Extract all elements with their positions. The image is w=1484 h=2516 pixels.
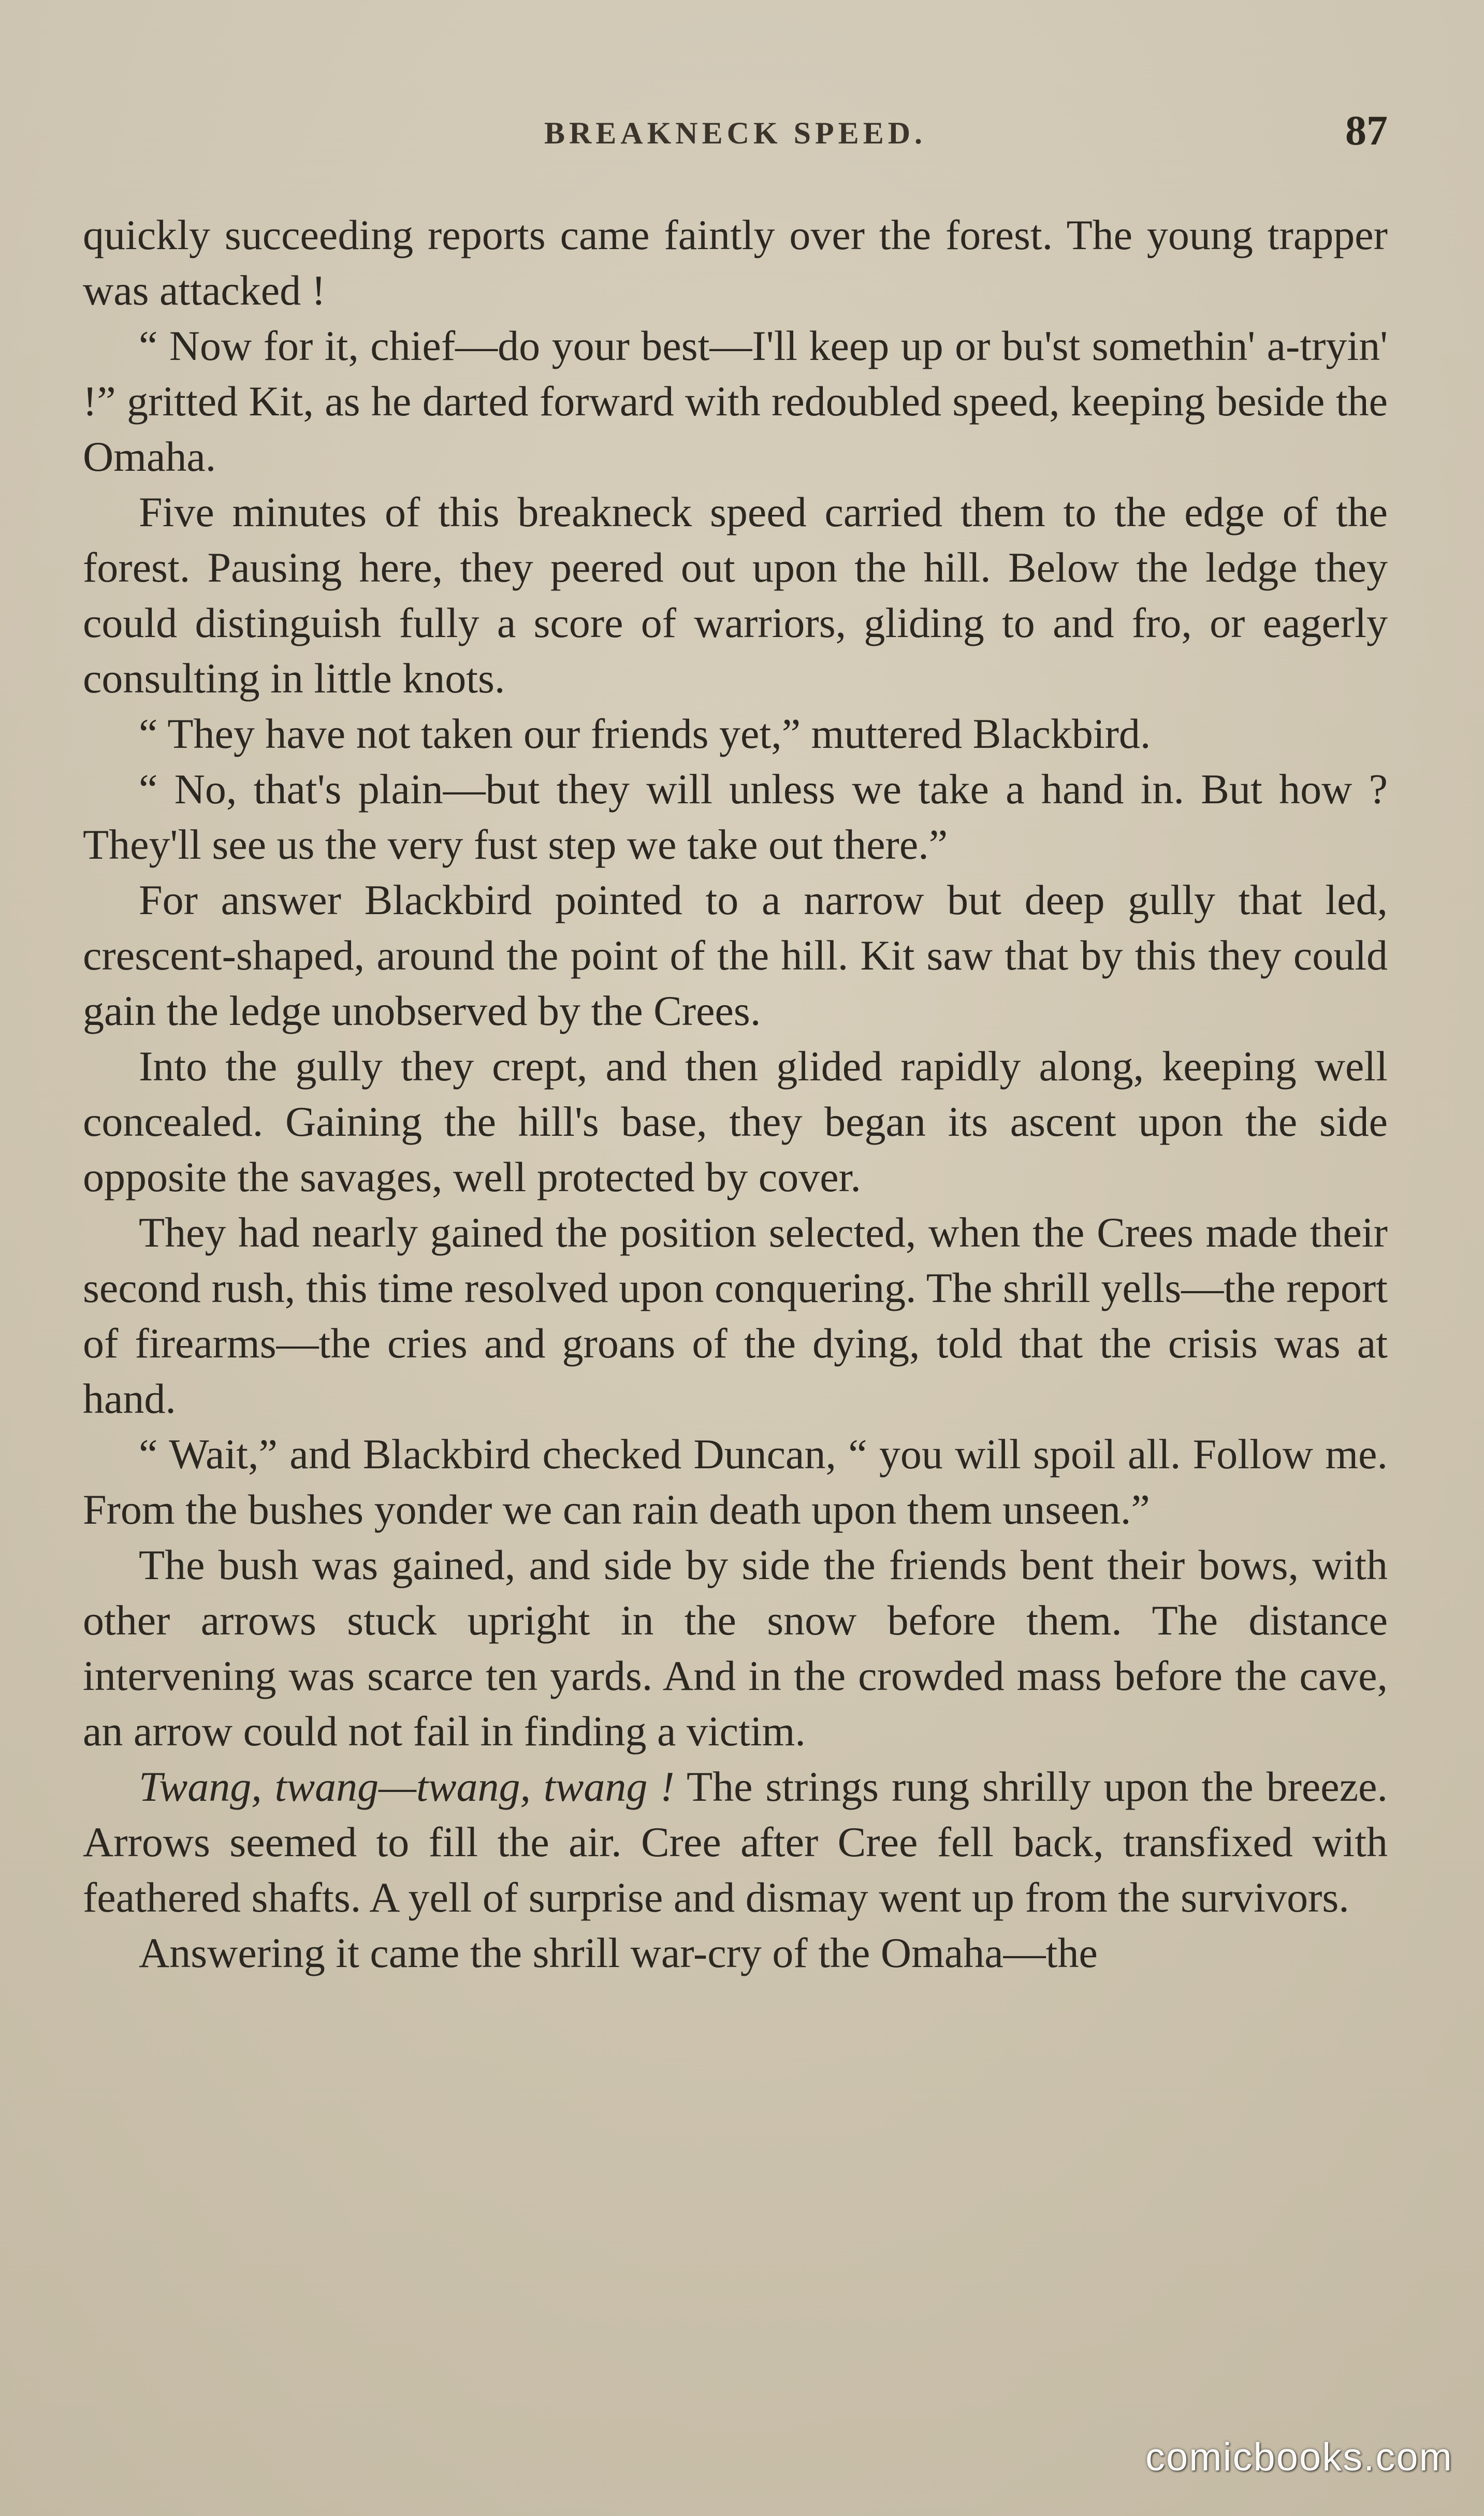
running-title: BREAKNECK SPEED. (544, 116, 927, 150)
paragraph-11: Twang, twang—twang, twang ! The strings rung shrilly upon the breeze. Arrows seemed to fill the air. Cree after Cree fell back, transfixed with feathered shafts. A yell of surprise and dismay went up from the survivors. (83, 1763, 1388, 1921)
paragraph-12: Answering it came the shrill war-cry of the Omaha—the (139, 1929, 1098, 1976)
body-text (83, 207, 1388, 1980)
paragraph-4: “ They have not taken our friends yet,” muttered Blackbird. (139, 710, 1151, 757)
page-number: 87 (1345, 107, 1388, 154)
watermark: comicbooks.com (1145, 2435, 1453, 2479)
paragraph-2: “ Now for it, chief—do your best—I'll keep up or bu'st somethin' a-tryin' !” gritted Kit, as he darted forward with redoubled speed, keeping beside the Omaha. (83, 322, 1388, 480)
paragraph-7: Into the gully they crept, and then glided rapidly along, keeping well concealed. Gaining the hill's base, they began its ascent upon the side opposite the savages, well protected by cover. (83, 1043, 1388, 1201)
italic-phrase: Twang, twang—twang, twang ! (139, 1763, 675, 1810)
paragraph-9: “ Wait,” and Blackbird checked Duncan, “ you will spoil all. Follow me. From the bushes yonder we can rain death upon them unseen.” (83, 1430, 1388, 1533)
paragraph-5: “ No, that's plain—but they will unless we take a hand in. But how ? They'll see us the very fust step we take out there.” (83, 765, 1388, 868)
paragraph-10: The bush was gained, and side by side the friends bent their bows, with other arrows stuck upright in the snow before them. The distance intervening was scarce ten yards. And in the crowded mass before the cave, an arrow could not fail in finding a victim. (83, 1541, 1388, 1755)
paragraph-3: Five minutes of this breakneck speed carried them to the edge of the forest. Pausing here, they peered out upon the hill. Below the ledge they could distinguish fully a score of warriors, gliding to and fro, or eagerly consulting in little knots. (83, 488, 1388, 702)
paragraph-1: quickly succeeding reports came faintly over the forest. The young trapper was attacked ! (83, 211, 1388, 314)
running-head (83, 106, 1388, 163)
paragraph-8: They had nearly gained the position selected, when the Crees made their second rush, this time resolved upon conquering. The shrill yells—the report of firearms—the cries and groans of the dying, told that the crisis was at hand. (83, 1209, 1388, 1422)
paragraph-6: For answer Blackbird pointed to a narrow but deep gully that led, crescent-shaped, around the point of the hill. Kit saw that by this they could gain the ledge unobserved by the Crees. (83, 876, 1388, 1034)
